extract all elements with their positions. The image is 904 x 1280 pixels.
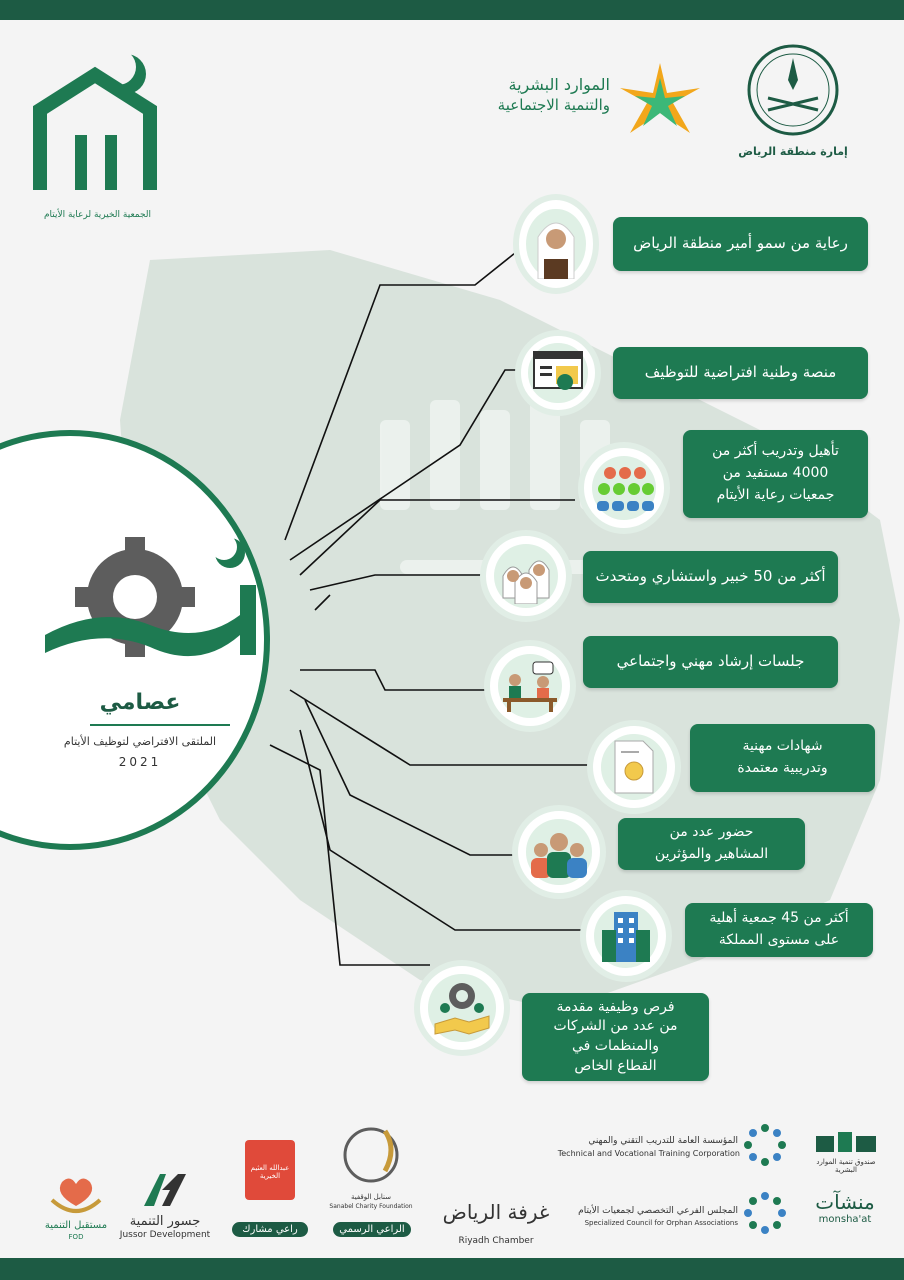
feature-icon-4 [480,530,572,622]
handshake-icon [428,974,495,1041]
event-gear-icon [40,535,270,689]
tvtc-en: Technical and Vocational Training Corporation [557,1149,740,1158]
fod-ar: مستقبل التنمية [44,1220,108,1231]
orphan-council-en: Specialized Council for Orphan Associations [584,1219,738,1227]
feature-card-9: فرص وظيفية مقدمة من عدد من الشركات والمنظمات في القطاع الخاص [522,993,709,1081]
jusoor-en: Jussor Development [119,1230,211,1240]
group-audience-icon [592,456,656,520]
feature-icon-5 [484,640,576,732]
insan-caption: الجمعية الخيرية لرعاية الأيتام [43,210,152,220]
event-title-underline [90,724,230,726]
official-sponsor-badge: الراعي الرسمي [333,1222,411,1237]
certificate-icon [601,734,667,800]
feature-card-8: أكثر من 45 جمعية أهلية على مستوى المملكة [685,903,873,957]
jusoor-ar: جسور التنمية [129,1214,201,1229]
feature-icon-6 [587,720,681,814]
hadaf-caption: صندوق تنمية الموارد البشرية [816,1158,876,1174]
counseling-session-icon [498,654,562,718]
tvtc-logo [742,1122,788,1172]
feature-card-6: شهادات مهنية وتدريبية معتمدة [690,724,875,792]
tvtc-ar: المؤسسة العامة للتدريب التقني والمهني [588,1136,738,1146]
web-platform-icon [528,343,587,402]
feature-card-7: حضور عدد من المشاهير والمؤثرين [618,818,805,870]
sanabel-en: Sanabel Charity Foundation [329,1203,413,1210]
buildings-icon [594,904,658,968]
fod-logo [48,1170,104,1220]
riyadh-chamber-en: Riyadh Chamber [458,1236,534,1246]
feature-card-2: منصة وطنية افتراضية للتوظيف [613,347,868,399]
feature-icon-2 [515,330,601,416]
monshaat-logo: منشآت [815,1190,875,1214]
feature-icon-9 [414,960,510,1056]
riyadh-chamber-logo: غرفة الرياض [442,1200,550,1224]
participating-sponsor-badge: راعي مشارك [232,1222,308,1237]
bottom-band [0,1258,904,1280]
emirate-name: إمارة منطقة الرياض [738,145,848,158]
feature-card-5: جلسات إرشاد مهني واجتماعي [583,636,838,688]
jusoor-logo [140,1170,190,1214]
monshaat-en: monsha'at [818,1214,872,1225]
feature-icon-3 [578,442,670,534]
prince-portrait-icon [526,209,585,279]
hrsd-line2: والتنمية الاجتماعية [497,96,610,114]
feature-icon-8 [580,890,672,982]
orphan-council-logo [742,1190,788,1240]
event-subtitle: الملتقى الافتراضي لتوظيف الأيتام [63,735,217,748]
event-title: عصامي [99,690,181,715]
sanabel-ar: سنابل الوقفية [350,1193,392,1201]
feature-card-1: رعاية من سمو أمير منطقة الرياض [613,217,868,271]
influencers-icon [526,819,592,885]
feature-icon-1 [513,194,599,294]
experts-icon [494,544,558,608]
fod-en: FOD [68,1233,84,1241]
hrsd-line1: الموارد البشرية [508,75,610,94]
feature-card-3: تأهيل وتدريب أكثر من 4000 مستفيد من جمعيات رعاية الأيتام [683,430,868,518]
othaim-name: عبدالله العثيم الخيرية [250,1164,290,1180]
event-year: 2021 [118,755,162,769]
sanabel-logo [335,1125,407,1193]
feature-card-4: أكثر من 50 خبير واستشاري ومتحدث [583,551,838,603]
feature-icon-7 [512,805,606,899]
orphan-council-ar: المجلس الفرعي التخصصي لجمعيات الأيتام [578,1206,738,1216]
othaim-logo [245,1140,295,1200]
